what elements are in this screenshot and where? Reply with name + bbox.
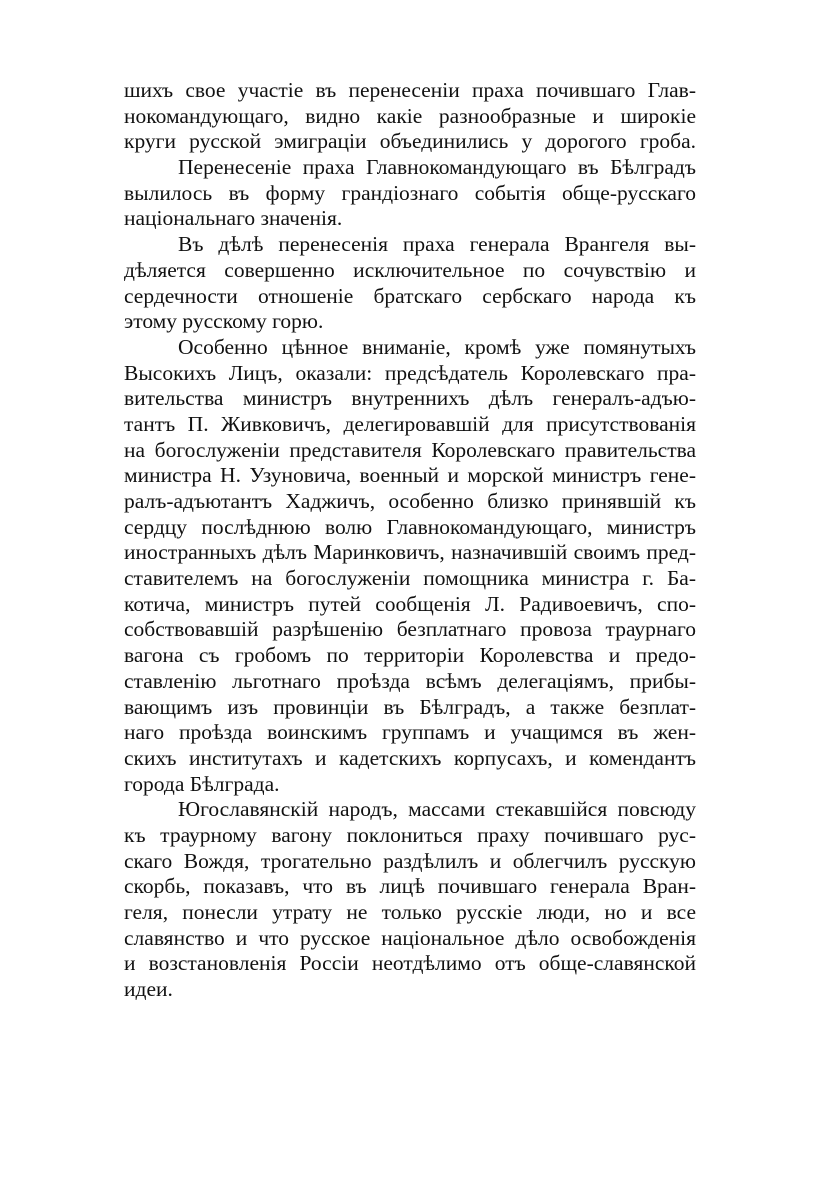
text-line: къ траурному вагону поклониться праху почившаго рус-: [124, 822, 696, 847]
text-line: вительства министръ внутреннихъ дѣлъ генералъ-адъю-: [124, 386, 696, 411]
text-line: ставленію льготнаго проѣзда всѣмъ делегаціямъ, прибы-: [124, 668, 696, 693]
text-line: котича, министръ путей сообщенія Л. Радивоевичъ, спо-: [124, 591, 696, 616]
text-line: наго проѣзда воинскимъ группамъ и учащимся въ жен-: [124, 720, 696, 745]
text-line: и возстановленія Россіи неотдѣлимо отъ обще-славянской: [124, 951, 696, 976]
text-line: скорбь, показавъ, что въ лицѣ почившаго генерала Вран-: [124, 874, 696, 899]
text-line: Особенно цѣнное вниманіе, кромѣ уже помянутыхъ: [178, 334, 696, 359]
text-line: геля, понесли утрату не только русскіе люди, но и все: [124, 900, 696, 924]
text-line: Югославянскій народъ, массами стекавшійся повсюду: [178, 797, 696, 822]
text-line: города Бѣлграда.: [124, 771, 280, 796]
text-line: идеи.: [124, 977, 173, 1002]
text-line: скаго Вождя, трогательно раздѣлилъ и облегчилъ русскую: [124, 848, 696, 873]
text-line: сердцу послѣднюю волю Главнокомандующаго, министръ: [124, 514, 696, 539]
text-line: вагона съ гробомъ по территоріи Королевства и предо-: [124, 643, 696, 668]
text-line: скихъ институтахъ и кадетскихъ корпусахъ, и комендантъ: [124, 745, 696, 770]
body-text: [124, 78, 696, 1003]
text-line: Высокихъ Лицъ, оказали: предсѣдатель Королевскаго пра-: [124, 360, 696, 385]
text-line: ставителемъ на богослуженіи помощника министра г. Ба-: [124, 566, 696, 591]
text-line: вающимъ изъ провинціи въ Бѣлградъ, а также безплат-: [124, 694, 696, 719]
text-line: сердечности отношеніе братскаго сербскаго народа къ: [124, 283, 696, 308]
text-line: шихъ свое участіе въ перенесеніи праха почившаго Глав-: [124, 78, 696, 102]
text-line: собствовавшій разрѣшенію безплатнаго провоза траурнаго: [124, 617, 696, 642]
text-line: ралъ-адъютантъ Хаджичъ, особенно близко принявшій къ: [124, 489, 696, 513]
text-line: Перенесеніе праха Главнокомандующаго въ Бѣлградъ: [178, 155, 696, 180]
text-line: круги русской эмиграціи объединились у дорогого гроба.: [124, 129, 696, 154]
text-line: славянство и что русское національное дѣло освобожденія: [124, 925, 696, 950]
text-line: этому русскому горю.: [124, 309, 324, 334]
text-line: на богослуженіи представителя Королевскаго правительства: [124, 437, 696, 462]
text-line: министра Н. Узуновича, военный и морской министръ гене-: [124, 463, 696, 488]
text-line: нокомандующаго, видно какіе разнообразные и широкіе: [124, 103, 696, 128]
text-line: иностранныхъ дѣлъ Маринковичъ, назначившій своимъ пред-: [124, 540, 696, 565]
text-line: Въ дѣлѣ перенесенія праха генерала Врангеля вы-: [178, 232, 696, 257]
text-line: тантъ П. Живковичъ, делегировавшій для присутствованія: [124, 411, 696, 436]
text-line: національнаго значенія.: [124, 206, 343, 231]
text-line: вылилось въ форму грандіознаго событія обще-русскаго: [124, 180, 696, 205]
text-line: дѣляется совершенно исключительное по сочувствію и: [124, 257, 696, 282]
